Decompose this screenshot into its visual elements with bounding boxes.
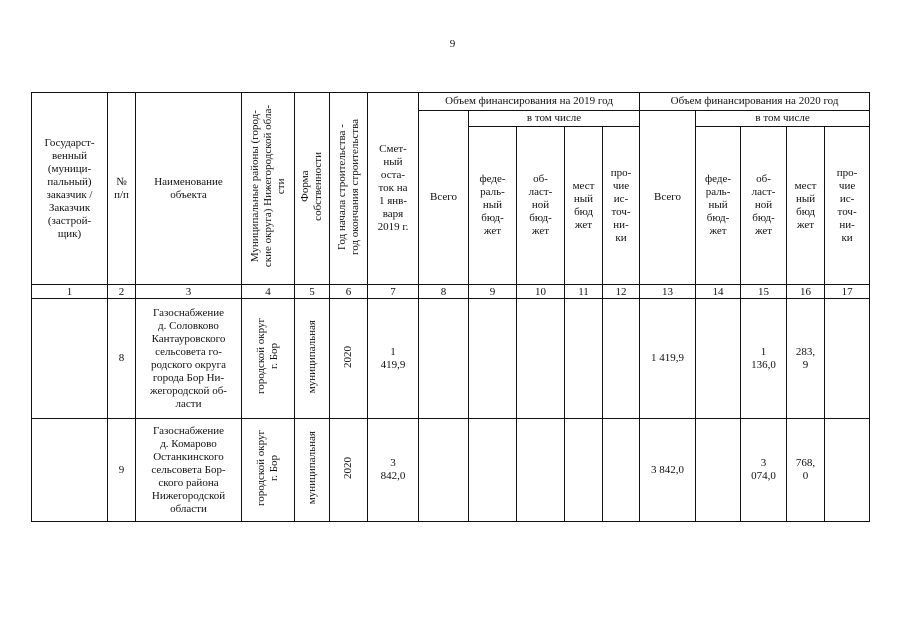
cell-object-name: Газоснабжение д. Соловково Кантауровского сельсовета го- родского округа города Бор Ни- жегородской об- ласти xyxy=(136,299,242,419)
table-row xyxy=(32,419,870,522)
cell-total-2020: 1 419,9 xyxy=(640,299,696,419)
column-index: 12 xyxy=(603,285,640,299)
cell-ownership xyxy=(295,419,330,522)
cell-customer xyxy=(32,299,108,419)
cell-total-2020: 3 842,0 xyxy=(640,419,696,522)
header-regional-2020: об- ласт- ной бюд- жет xyxy=(741,127,787,285)
header-customer: Государст- венный (муници- пальный) заказчик / Заказчик (застрой- щик) xyxy=(32,93,108,285)
cell-ownership-text: муниципальная xyxy=(305,319,318,394)
header-federal-2019: феде- раль- ный бюд- жет xyxy=(469,127,517,285)
cell-municipal-text: городской округ г. Бор xyxy=(255,318,280,395)
column-index: 13 xyxy=(640,285,696,299)
cell-years xyxy=(330,299,368,419)
cell-ownership-text: муниципальная xyxy=(305,431,318,505)
page-number: 9 xyxy=(449,38,456,50)
header-municipal xyxy=(242,93,295,285)
cell-num: 8 xyxy=(108,299,136,419)
cell-local-2019 xyxy=(565,419,603,522)
header-local-2019: мест ный бюд жет xyxy=(565,127,603,285)
header-incl-2019: в том числе xyxy=(469,111,640,127)
cell-other-2020 xyxy=(825,419,870,522)
cell-regional-2020: 1 136,0 xyxy=(741,299,787,419)
header-fin-2020: Объем финансирования на 2020 год xyxy=(640,93,870,111)
column-index: 5 xyxy=(295,285,330,299)
column-index: 8 xyxy=(419,285,469,299)
header-total-2019: Всего xyxy=(419,111,469,285)
header-regional-2019: об- ласт- ной бюд- жет xyxy=(517,127,565,285)
column-index: 17 xyxy=(825,285,870,299)
column-index-row xyxy=(32,285,870,299)
cell-local-2019 xyxy=(565,299,603,419)
header-ownership-text: Форма собственности xyxy=(299,152,324,221)
cell-other-2019 xyxy=(603,419,640,522)
cell-federal-2020 xyxy=(696,299,741,419)
column-index: 14 xyxy=(696,285,741,299)
cell-ownership xyxy=(295,299,330,419)
cell-estimate: 3 842,0 xyxy=(368,419,419,522)
financing-table xyxy=(31,92,870,522)
cell-years xyxy=(330,419,368,522)
header-federal-2020: феде- раль- ный бюд- жет xyxy=(696,127,741,285)
column-index: 11 xyxy=(565,285,603,299)
header-local-2020: мест ный бюд жет xyxy=(787,127,825,285)
cell-municipal xyxy=(242,419,295,522)
cell-other-2020 xyxy=(825,299,870,419)
header-row-1 xyxy=(32,93,870,111)
header-municipal-text: Муниципальные районы (город- ские округа) Нижегородской обла- сти xyxy=(248,105,287,268)
column-index: 2 xyxy=(108,285,136,299)
column-index: 9 xyxy=(469,285,517,299)
header-num: № п/п xyxy=(108,93,136,285)
header-other-2020: про- чие ис- точ- ни- ки xyxy=(825,127,870,285)
cell-regional-2019 xyxy=(517,419,565,522)
header-other-2019: про- чие ис- точ- ни- ки xyxy=(603,127,640,285)
cell-total-2019 xyxy=(419,299,469,419)
column-index: 1 xyxy=(32,285,108,299)
column-index: 7 xyxy=(368,285,419,299)
header-fin-2019: Объем финансирования на 2019 год xyxy=(419,93,640,111)
cell-federal-2020 xyxy=(696,419,741,522)
cell-object-name: Газоснабжение д. Комарово Останкинского сельсовета Бор- ского района Нижегородской области xyxy=(136,419,242,522)
header-total-2020: Всего xyxy=(640,111,696,285)
cell-total-2019 xyxy=(419,419,469,522)
cell-local-2020: 283, 9 xyxy=(787,299,825,419)
cell-federal-2019 xyxy=(469,419,517,522)
cell-years-text: 2020 xyxy=(342,457,354,479)
cell-years-text: 2020 xyxy=(342,345,354,368)
cell-municipal xyxy=(242,299,295,419)
header-incl-2020: в том числе xyxy=(696,111,870,127)
cell-customer xyxy=(32,419,108,522)
column-index: 6 xyxy=(330,285,368,299)
cell-federal-2019 xyxy=(469,299,517,419)
header-estimate: Смет- ный оста- ток на 1 янв- варя 2019 г. xyxy=(368,93,419,285)
column-index: 3 xyxy=(136,285,242,299)
cell-num: 9 xyxy=(108,419,136,522)
cell-regional-2019 xyxy=(517,299,565,419)
header-years xyxy=(330,93,368,285)
column-index: 15 xyxy=(741,285,787,299)
column-index: 10 xyxy=(517,285,565,299)
cell-municipal-text: городской округ г. Бор xyxy=(255,429,280,507)
header-object-name: Наименование объекта xyxy=(136,93,242,285)
column-index: 16 xyxy=(787,285,825,299)
header-ownership xyxy=(295,93,330,285)
column-index: 4 xyxy=(242,285,295,299)
cell-local-2020: 768, 0 xyxy=(787,419,825,522)
table-row xyxy=(32,299,870,419)
header-years-text: Год начала строительства - год окончания строительства xyxy=(335,118,361,255)
cell-regional-2020: 3 074,0 xyxy=(741,419,787,522)
cell-estimate: 1 419,9 xyxy=(368,299,419,419)
cell-other-2019 xyxy=(603,299,640,419)
